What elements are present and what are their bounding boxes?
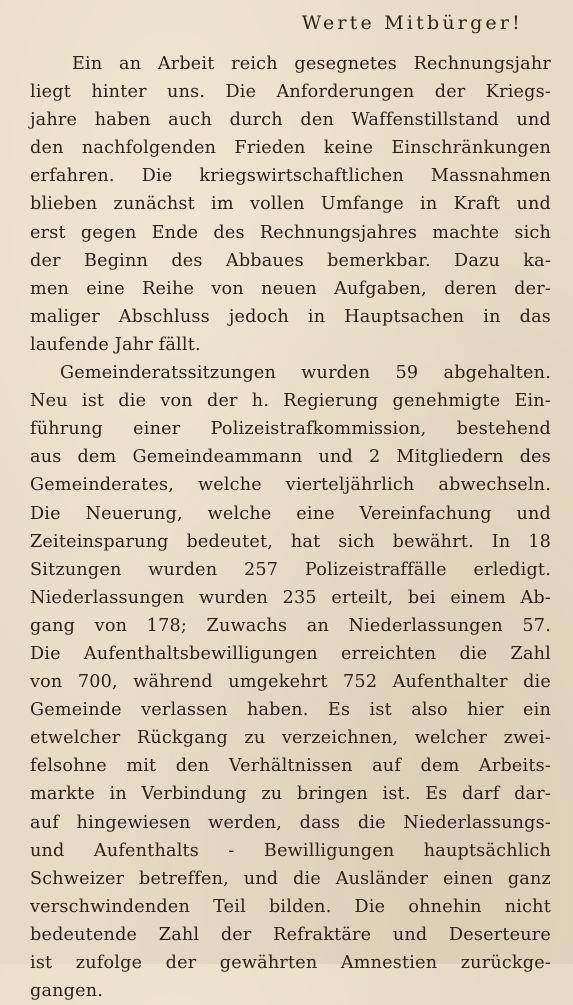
text-line: den nachfolgenden Frieden keine Einschränkungen bbox=[30, 138, 551, 159]
paragraph-fiscal-year bbox=[30, 50, 551, 359]
text-line: der Beginn des Abbaues bemerkbar. Dazu ka- bbox=[30, 250, 551, 271]
text-line: Die Neuerung, welche eine Vereinfachung und bbox=[30, 503, 551, 524]
text-line: Gemeinde verlassen haben. Es ist also hier ein bbox=[30, 700, 551, 721]
text-line: Gemeinderatssitzungen wurden 59 abgehalten. bbox=[60, 363, 551, 384]
text-line: blieben zunächst im vollen Umfange in Kraft und bbox=[30, 194, 551, 215]
text-line: Schweizer betreffen, und die Ausländer einen ganz bbox=[30, 868, 551, 889]
text-line: men eine Reihe von neuen Aufgaben, deren der- bbox=[30, 278, 551, 299]
text-line: erfahren. Die kriegswirtschaftlichen Massnahmen bbox=[30, 166, 551, 187]
paragraph-council-and-residency bbox=[30, 359, 551, 1005]
text-line: Die Aufenthaltsbewilligungen erreichten die Zahl bbox=[30, 643, 551, 664]
text-line: laufende Jahr fällt. bbox=[30, 334, 201, 355]
text-line: verschwindenden Teil bilden. Die ohnehin nicht bbox=[30, 896, 551, 917]
text-line: Sitzungen wurden 257 Polizeistraffälle erledigt. bbox=[30, 559, 551, 580]
text-line: liegt hinter uns. Die Anforderungen der Kriegs- bbox=[30, 82, 551, 103]
text-line: gangen. bbox=[30, 981, 104, 1002]
text-line: Neu ist die von der h. Regierung genehmigte Ein- bbox=[30, 391, 551, 412]
text-line: aus dem Gemeindeammann und 2 Mitgliedern des bbox=[30, 447, 551, 468]
text-line: auf hingewiesen werden, dass die Niederlassungs- bbox=[30, 812, 551, 833]
text-line: jahre haben auch durch den Waffenstillstand und bbox=[30, 110, 551, 131]
text-line: ist zufolge der gewährten Amnestien zurückge- bbox=[30, 953, 551, 973]
letter-salutation: Werte Mitbürger! bbox=[301, 12, 523, 34]
text-line: Niederlassungen wurden 235 erteilt, bei einem Ab- bbox=[30, 587, 551, 608]
text-line: Gemeinderates, welche vierteljährlich abwechseln. bbox=[30, 475, 551, 496]
text-line: maliger Abschluss jedoch in Hauptsachen in das bbox=[30, 306, 551, 327]
text-line: bedeutende Zahl der Refraktäre und Deserteure bbox=[30, 924, 551, 945]
text-line: führung einer Polizeistrafkommission, bestehend bbox=[30, 419, 551, 440]
text-line: erst gegen Ende des Rechnungsjahres machte sich bbox=[30, 222, 551, 243]
text-line: markte in Verbindung zu bringen ist. Es darf dar- bbox=[30, 784, 551, 805]
text-line: von 700, während umgekehrt 752 Aufenthalter die bbox=[30, 672, 551, 693]
text-line: gang von 178; Zuwachs an Niederlassungen 57. bbox=[30, 615, 551, 636]
text-line: etwelcher Rückgang zu verzeichnen, welcher zwei- bbox=[30, 728, 551, 749]
text-line: und Aufenthalts - Bewilligungen hauptsächlich bbox=[30, 840, 551, 861]
text-line: felsohne mit den Verhältnissen auf dem Arbeits- bbox=[30, 756, 551, 777]
text-line: Ein an Arbeit reich gesegnetes Rechnungsjahr bbox=[72, 54, 551, 74]
text-line: Zeiteinsparung bedeutet, hat sich bewährt. In 18 bbox=[30, 531, 551, 552]
